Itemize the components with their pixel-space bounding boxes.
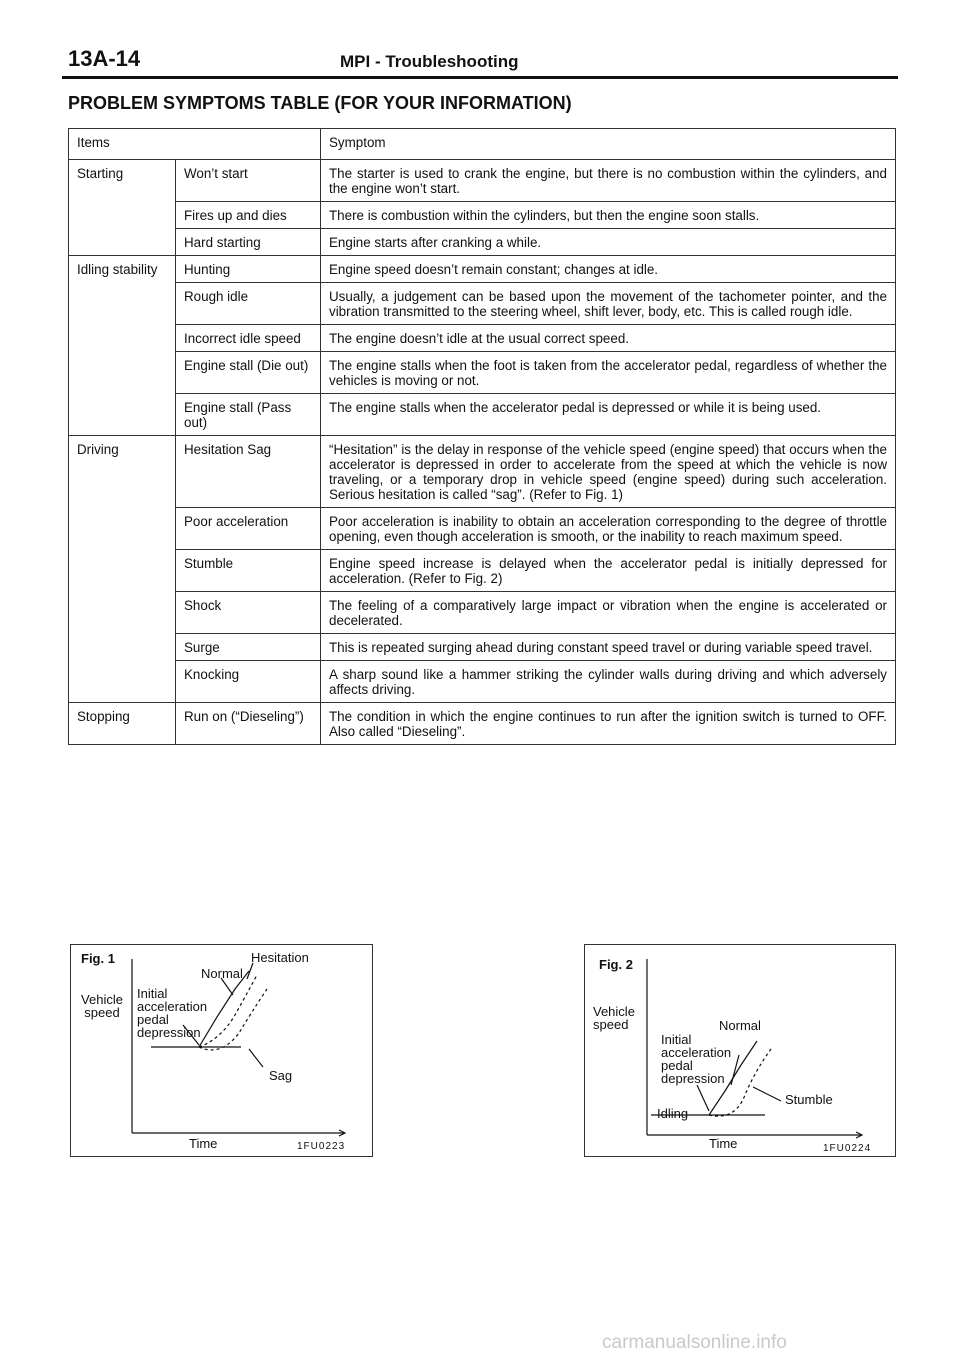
- table-row: [69, 229, 896, 256]
- row-item: Engine stall (Pass out): [176, 394, 321, 436]
- watermark-text: carmanualsonline.info: [602, 1332, 787, 1353]
- table-row: [69, 703, 896, 745]
- row-desc: The feeling of a comparatively large impact or vibration when the engine is accelerated or decelerated.: [321, 592, 896, 634]
- row-item: Rough idle: [176, 283, 321, 325]
- table-row: [69, 352, 896, 394]
- table-row: [69, 550, 896, 592]
- page-number: 13A-14: [68, 46, 141, 71]
- fig1-hesitation-curve: [199, 975, 257, 1047]
- fig2-initial-leader: [697, 1085, 709, 1111]
- row-desc: Usually, a judgement can be based upon the movement of the tachometer pointer, and the vibration transmitted to the steering wheel, shift lever, body, etc. This is called rough idle.: [321, 283, 896, 325]
- problem-symptoms-table: [68, 128, 896, 745]
- table-row: [69, 160, 896, 202]
- row-item: Engine stall (Die out): [176, 352, 321, 394]
- fig1-code: 1FU0223: [297, 1141, 346, 1152]
- table-row: [69, 256, 896, 283]
- row-item: Hunting: [176, 256, 321, 283]
- fig2-stumble-label: Stumble: [785, 1092, 833, 1107]
- fig1-x-label: Time: [189, 1136, 218, 1151]
- category-driving: Driving: [69, 436, 176, 703]
- table-row: [69, 394, 896, 436]
- row-desc: Engine starts after cranking a while.: [321, 229, 896, 256]
- row-item: Hard starting: [176, 229, 321, 256]
- row-item: Won’t start: [176, 160, 321, 202]
- row-desc: Engine speed increase is delayed when the accelerator pedal is initially depressed for acceleration. (Refer to Fig. 2): [321, 550, 896, 592]
- fig1-initial-label: Initial acceleration pedal depression: [137, 986, 208, 1040]
- row-desc: This is repeated surging ahead during constant speed travel or during variable speed travel.: [321, 634, 896, 661]
- row-desc: Engine speed doesn’t remain constant; changes at idle.: [321, 256, 896, 283]
- table-row: [69, 202, 896, 229]
- row-item: Hesitation Sag: [176, 436, 321, 508]
- category-idling: Idling stability: [69, 256, 176, 436]
- fig1-hesitation-label: Hesitation: [251, 950, 309, 965]
- fig2-y-label: Vehicle speed: [593, 1004, 635, 1032]
- table-row: [69, 508, 896, 550]
- fig2-label: Fig. 2: [599, 957, 633, 972]
- row-item: Incorrect idle speed: [176, 325, 321, 352]
- fig2-idling-label: Idling: [657, 1106, 689, 1121]
- row-desc: The engine doesn’t idle at the usual correct speed.: [321, 325, 896, 352]
- row-desc: Poor acceleration is inability to obtain an acceleration corresponding to the degree of throttle opening, even though acceleration is smooth, or the inability to reach maximum speed.: [321, 508, 896, 550]
- row-desc: The engine stalls when the foot is taken from the accelerator pedal, regardless of whether the vehicles is moving or not.: [321, 352, 896, 394]
- table-row: [69, 436, 896, 508]
- table-row: [69, 592, 896, 634]
- table-row: [69, 325, 896, 352]
- section-title: MPI - Troubleshooting: [340, 52, 519, 71]
- fig1-sag-curve: [199, 989, 267, 1050]
- header-rule: [62, 76, 898, 79]
- row-item: Knocking: [176, 661, 321, 703]
- figure-2-stumble: [584, 944, 896, 1157]
- category-starting: Starting: [69, 160, 176, 256]
- header-items: Items: [69, 129, 321, 160]
- header-symptom: Symptom: [321, 129, 896, 160]
- fig2-x-label: Time: [709, 1136, 738, 1151]
- table-row: [69, 634, 896, 661]
- fig1-label: Fig. 1: [81, 951, 115, 966]
- table-title: PROBLEM SYMPTOMS TABLE (FOR YOUR INFORMATION): [68, 93, 572, 113]
- fig1-sag-leader: [249, 1049, 263, 1067]
- fig2-code: 1FU0224: [823, 1143, 872, 1154]
- row-item: Fires up and dies: [176, 202, 321, 229]
- fig2-normal-label: Normal: [719, 1018, 761, 1033]
- row-desc: A sharp sound like a hammer striking the cylinder walls during driving and which adversely affects driving.: [321, 661, 896, 703]
- table-row: [69, 283, 896, 325]
- fig2-initial-label: Initial acceleration pedal depression: [661, 1032, 732, 1086]
- row-desc: The starter is used to crank the engine, but there is no combustion within the cylinders, and the engine won’t start.: [321, 160, 896, 202]
- figure-2-graph: [585, 945, 897, 1158]
- row-item: Surge: [176, 634, 321, 661]
- row-desc: “Hesitation” is the delay in response of the vehicle speed (engine speed) that occurs when the accelerator is depressed in order to accelerate from the speed at which the vehicle is now traveling, or a temporary drop in vehicle speed (engine speed) during such acceleration. Serious hesitation is called “sag”. (Refer to Fig. 1): [321, 436, 896, 508]
- fig1-sag-label: Sag: [269, 1068, 293, 1083]
- row-desc: The engine stalls when the accelerator pedal is depressed or while it is being used.: [321, 394, 896, 436]
- row-item: Shock: [176, 592, 321, 634]
- fig2-stumble-leader: [753, 1087, 781, 1101]
- fig1-y-label: Vehicle speed: [81, 992, 123, 1020]
- row-item: Stumble: [176, 550, 321, 592]
- figure-1-hesitation-sag: [70, 944, 373, 1157]
- category-stopping: Stopping: [69, 703, 176, 745]
- row-item: Poor acceleration: [176, 508, 321, 550]
- table-header-row: [69, 129, 896, 160]
- row-desc: The condition in which the engine continues to run after the ignition switch is turned to OFF. Also called “Dieseling”.: [321, 703, 896, 745]
- row-desc: There is combustion within the cylinders, but then the engine soon stalls.: [321, 202, 896, 229]
- fig1-normal-label: Normal: [201, 966, 243, 981]
- row-item: Run on (“Dieseling”): [176, 703, 321, 745]
- fig1-hesitation-leader: [247, 963, 253, 979]
- table-row: [69, 661, 896, 703]
